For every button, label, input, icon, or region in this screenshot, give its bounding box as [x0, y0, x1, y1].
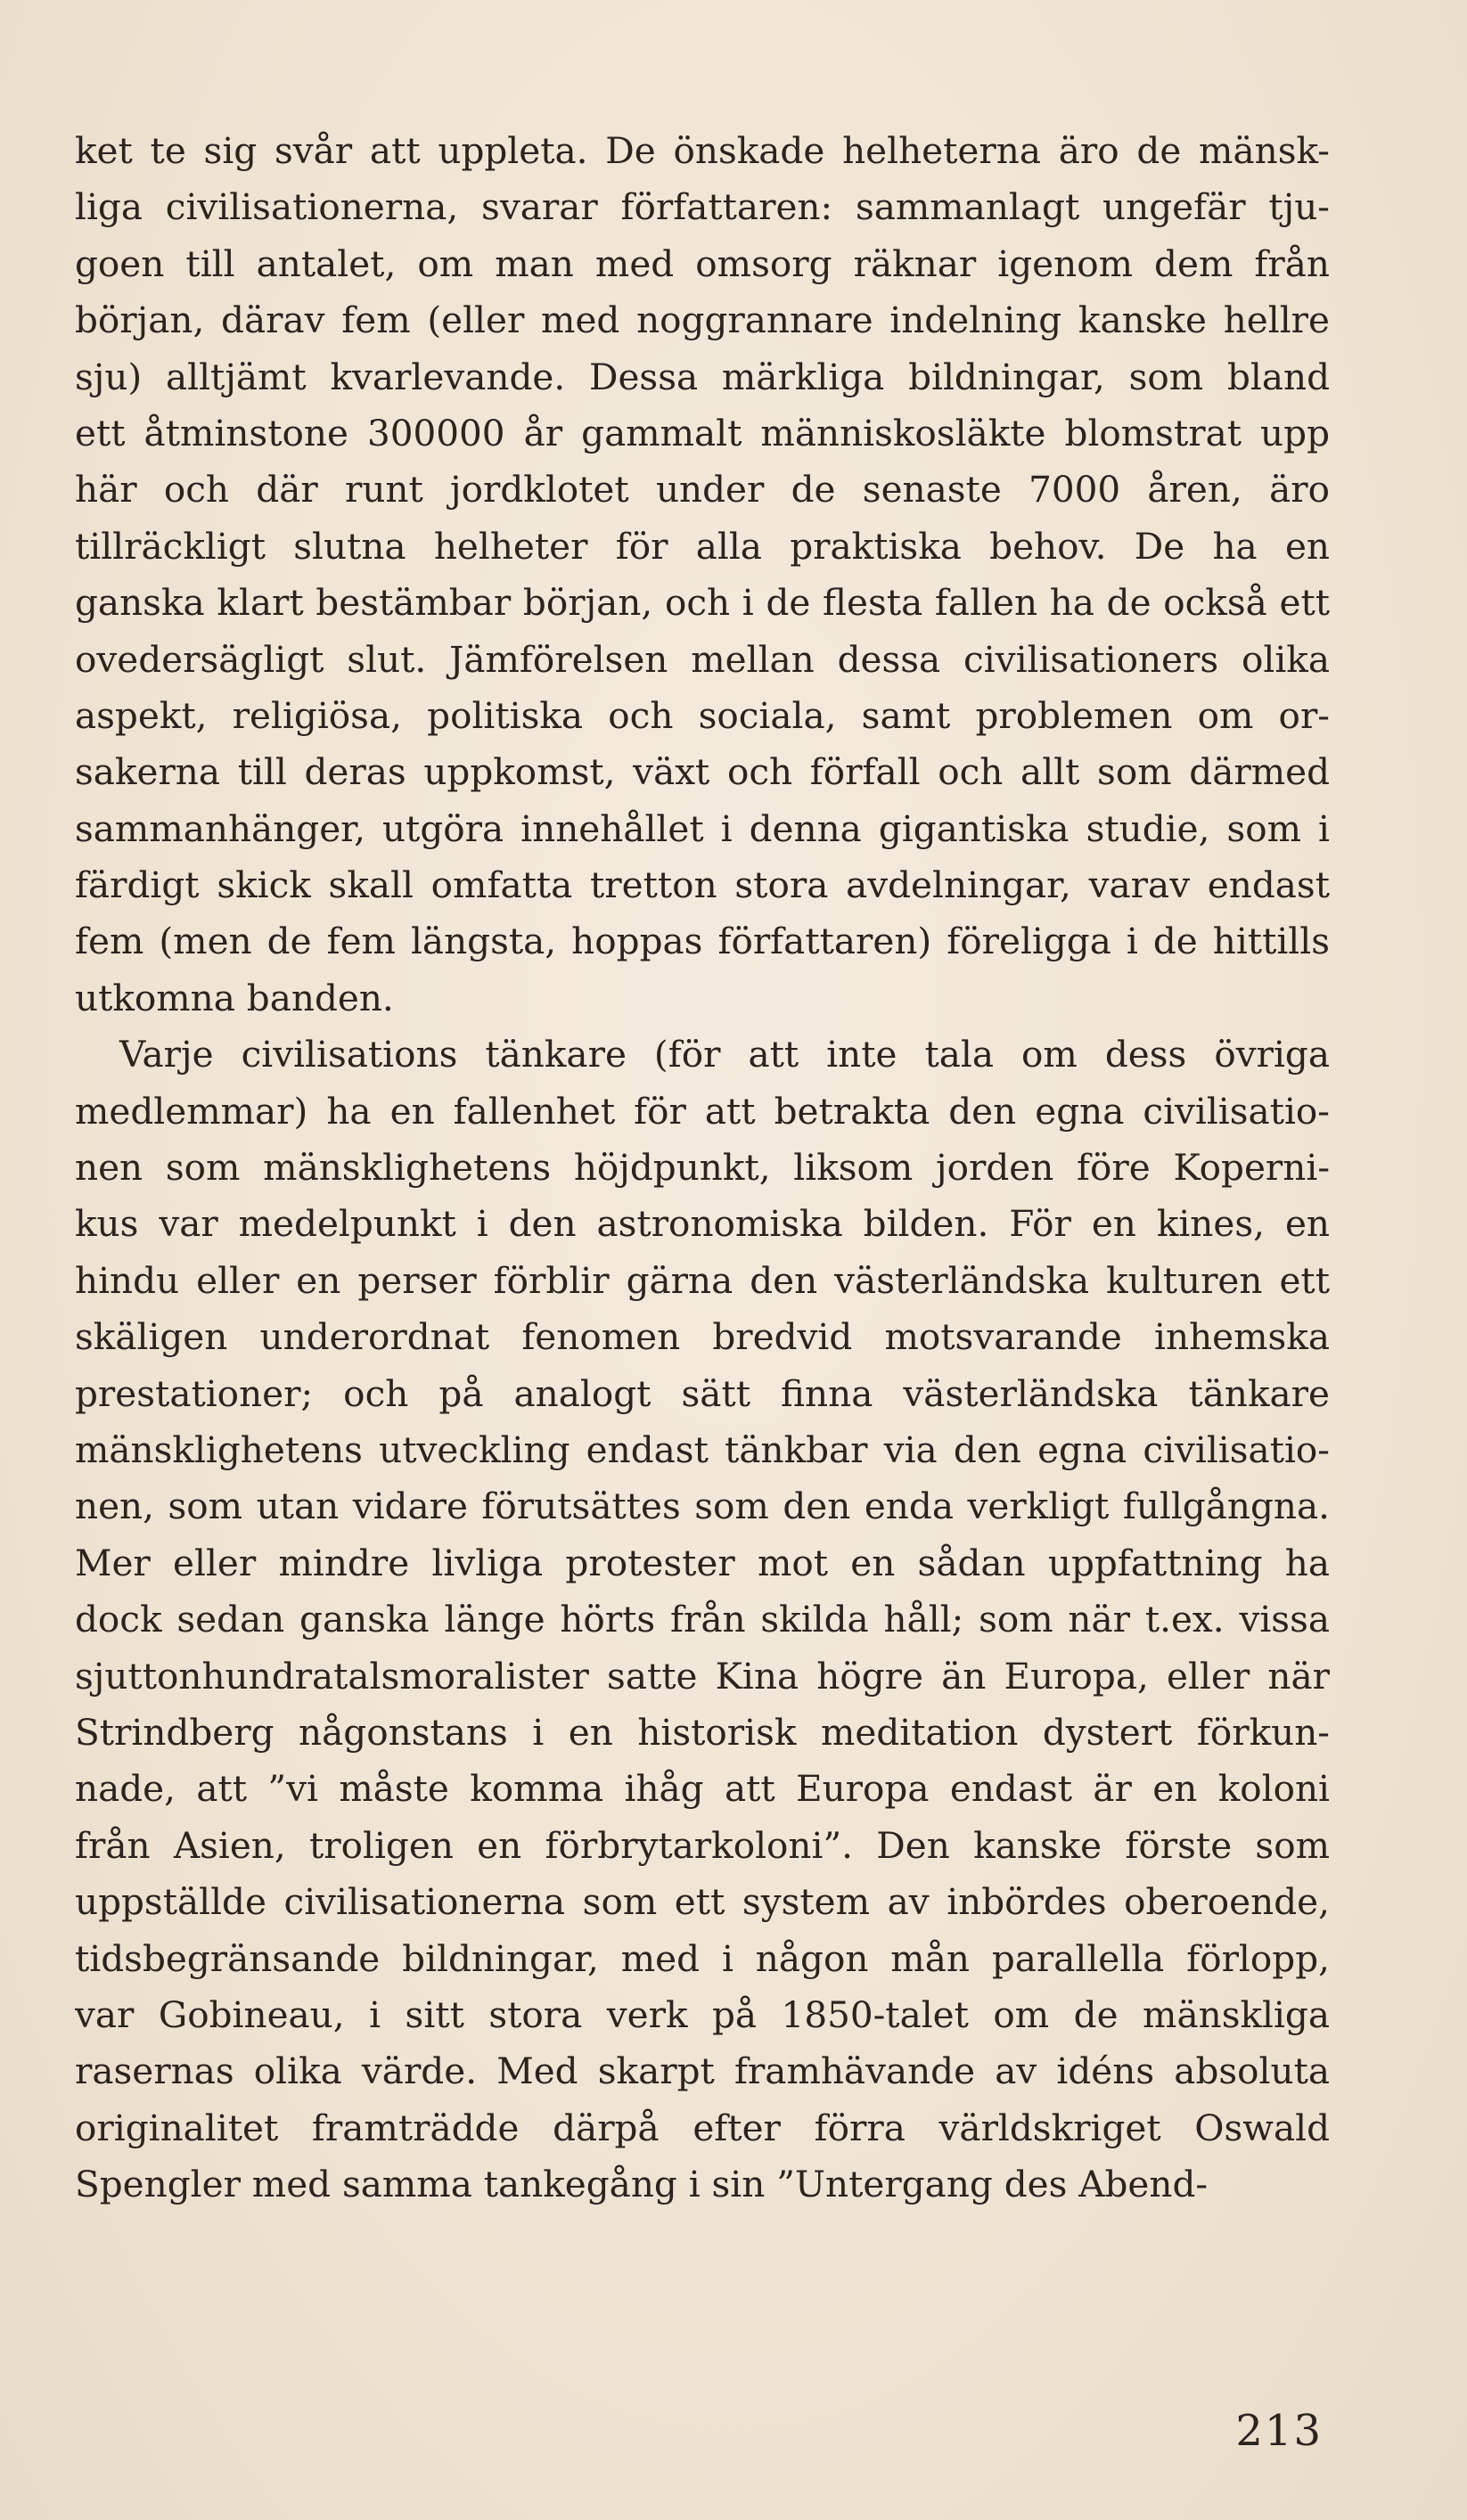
text-line: tidsbegränsande bildningar, med i någon mån parallella förlopp,: [75, 1936, 1330, 1980]
text-line: sammanhänger, utgöra innehållet i denna gigantiska studie, som i: [75, 806, 1330, 850]
text-line: medlemmar) ha en fallenhet för att betrakta den egna civilisatio-: [75, 1089, 1330, 1133]
text-line: Spengler med samma tankegång i sin ”Untergang des Abend-: [75, 2163, 1209, 2206]
text-line: nen, som utan vidare förutsättes som den enda verkligt fullgångna.: [75, 1485, 1330, 1528]
text-line: sjuttonhundratalsmoralister satte Kina högre än Europa, eller när: [75, 1654, 1330, 1698]
body-text: [75, 123, 1330, 2213]
text-line: utkomna banden.: [75, 976, 394, 1019]
text-line: början, därav fem (eller med noggrannare indelning kanske hellre: [75, 299, 1330, 342]
text-line: sakerna till deras uppkomst, växt och förfall och allt som därmed: [75, 750, 1330, 794]
text-line: kus var medelpunkt i den astronomiska bilden. För en kines, en: [75, 1202, 1330, 1246]
text-line: från Asien, troligen en förbrytarkoloni”. Den kanske förste som: [75, 1823, 1330, 1867]
text-line: uppställde civilisationerna som ett system av inbördes oberoende,: [75, 1880, 1330, 1924]
text-line: dock sedan ganska länge hörts från skilda håll; som när t.ex. vissa: [75, 1598, 1330, 1641]
text-line: ett åtminstone 300000 år gammalt människosläkte blomstrat upp: [75, 411, 1330, 454]
text-line: nade, att ”vi måste komma ihåg att Europa endast är en koloni: [75, 1767, 1330, 1811]
text-line: liga civilisationerna, svarar författaren: sammanlagt ungefär tju-: [75, 185, 1330, 229]
text-line: originalitet framträdde därpå efter förra världskriget Oswald: [75, 2106, 1330, 2149]
text-line: ket te sig svår att uppleta. De önskade helheterna äro de mänsk-: [75, 129, 1330, 172]
text-line: aspekt, religiösa, politiska och sociala, samt problemen om or-: [75, 693, 1330, 737]
text-line: tillräckligt slutna helheter för alla praktiska behov. De ha en: [75, 524, 1330, 568]
paragraph: [75, 1027, 1330, 2213]
text-line: Strindberg någonstans i en historisk meditation dystert förkun-: [75, 1710, 1330, 1754]
text-line: skäligen underordnat fenomen bredvid motsvarande inhemska: [75, 1315, 1330, 1359]
text-line: hindu eller en perser förblir gärna den västerländska kulturen ett: [75, 1258, 1330, 1302]
text-line: var Gobineau, i sitt stora verk på 1850-talet om de mänskliga: [75, 1992, 1330, 2036]
text-line: prestationer; och på analogt sätt finna västerländska tänkare: [75, 1371, 1330, 1415]
text-line: fem (men de fem längsta, hoppas författaren) föreligga i de hittills: [75, 920, 1330, 963]
text-line: goen till antalet, om man med omsorg räknar igenom dem från: [75, 241, 1330, 285]
text-line: rasernas olika värde. Med skarpt framhävande av idéns absoluta: [75, 2050, 1330, 2093]
text-line: nen som mänsklighetens höjdpunkt, liksom jorden före Koperni-: [75, 1146, 1330, 1190]
text-line: färdigt skick skall omfatta tretton stora avdelningar, varav endast: [75, 863, 1330, 907]
paragraph-container: [75, 123, 1330, 2213]
text-line: Varje civilisations tänkare (för att inte tala om dess övriga: [119, 1033, 1330, 1076]
paragraph: [75, 123, 1330, 1027]
text-line: ovedersägligt slut. Jämförelsen mellan dessa civilisationers olika: [75, 637, 1330, 681]
text-line: mänsklighetens utveckling endast tänkbar via den egna civilisatio-: [75, 1428, 1330, 1471]
text-line: Mer eller mindre livliga protester mot en sådan uppfattning ha: [75, 1541, 1330, 1584]
text-line: här och där runt jordklotet under de senaste 7000 åren, äro: [75, 468, 1330, 511]
text-line: ganska klart bestämbar början, och i de flesta fallen ha de också ett: [75, 581, 1330, 625]
text-line: sju) alltjämt kvarlevande. Dessa märkliga bildningar, som bland: [75, 355, 1330, 398]
page-number: 213: [1235, 2406, 1323, 2456]
